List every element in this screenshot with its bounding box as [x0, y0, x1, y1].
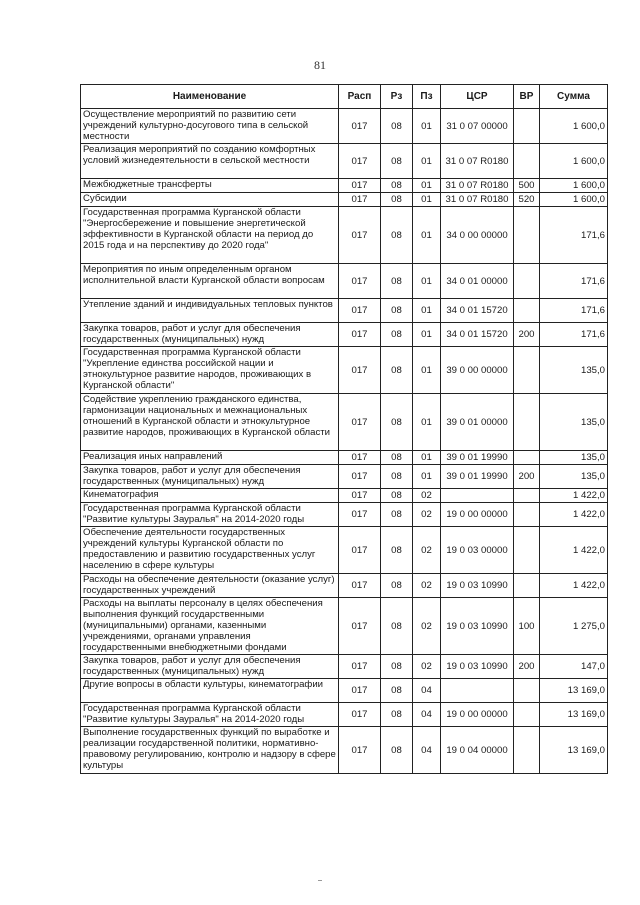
- table-row: [81, 144, 608, 179]
- header-csr: ЦСР: [441, 85, 514, 109]
- cell-rasp: 017: [339, 179, 381, 193]
- cell-rz: 08: [381, 503, 413, 527]
- cell-sum: 171,6: [540, 299, 608, 323]
- cell-rz: 08: [381, 179, 413, 193]
- cell-csr: 31 0 07 00000: [441, 109, 514, 144]
- cell-rz: 08: [381, 451, 413, 465]
- cell-csr: [441, 679, 514, 703]
- cell-csr: 19 0 03 10990: [441, 574, 514, 598]
- cell-rasp: 017: [339, 465, 381, 489]
- table-row: [81, 489, 608, 503]
- header-pz: Пз: [413, 85, 441, 109]
- cell-name: Государственная программа Курганской области "Развитие культуры Зауралья" на 2014-2020 годы: [81, 503, 339, 527]
- cell-rz: 08: [381, 144, 413, 179]
- table-row: [81, 727, 608, 774]
- cell-name: Закупка товаров, работ и услуг для обеспечения государственных (муниципальных) нужд: [81, 655, 339, 679]
- cell-pz: 01: [413, 323, 441, 347]
- table-row: [81, 179, 608, 193]
- cell-name: Расходы на обеспечение деятельности (оказание услуг) государственных учреждений: [81, 574, 339, 598]
- cell-pz: 01: [413, 394, 441, 451]
- table-body: [81, 109, 608, 774]
- cell-name: Мероприятия по иным определенным органом исполнительной власти Курганской области вопросам: [81, 264, 339, 299]
- cell-rz: 08: [381, 109, 413, 144]
- cell-vr: [514, 489, 540, 503]
- cell-csr: 34 0 01 15720: [441, 323, 514, 347]
- table-row: [81, 598, 608, 655]
- cell-pz: 01: [413, 207, 441, 264]
- cell-rz: 08: [381, 574, 413, 598]
- cell-rz: 08: [381, 598, 413, 655]
- cell-pz: 02: [413, 574, 441, 598]
- cell-rz: 08: [381, 527, 413, 574]
- cell-sum: 1 600,0: [540, 179, 608, 193]
- cell-rasp: 017: [339, 574, 381, 598]
- cell-csr: 39 0 01 19990: [441, 465, 514, 489]
- header-rz: Рз: [381, 85, 413, 109]
- cell-pz: 01: [413, 109, 441, 144]
- cell-name: Расходы на выплаты персоналу в целях обеспечения выполнения функций государственными (муниципальными) органами, казенными учреждениями, органами управления государственными внебюджетными фондами: [81, 598, 339, 655]
- cell-csr: 19 0 03 00000: [441, 527, 514, 574]
- cell-name: Осуществление мероприятий по развитию сети учреждений культурно-досугового типа в сельской местности: [81, 109, 339, 144]
- cell-rz: 08: [381, 207, 413, 264]
- cell-pz: 02: [413, 598, 441, 655]
- cell-vr: 200: [514, 465, 540, 489]
- cell-rz: 08: [381, 655, 413, 679]
- cell-name: Закупка товаров, работ и услуг для обеспечения государственных (муниципальных) нужд: [81, 323, 339, 347]
- cell-rz: 08: [381, 394, 413, 451]
- cell-sum: 13 169,0: [540, 703, 608, 727]
- table-row: [81, 527, 608, 574]
- cell-rasp: 017: [339, 451, 381, 465]
- cell-rz: 08: [381, 679, 413, 703]
- cell-vr: [514, 207, 540, 264]
- cell-rasp: 017: [339, 207, 381, 264]
- table-row: [81, 299, 608, 323]
- cell-rz: 08: [381, 703, 413, 727]
- cell-vr: [514, 299, 540, 323]
- cell-sum: 13 169,0: [540, 727, 608, 774]
- cell-sum: 171,6: [540, 207, 608, 264]
- table-row: [81, 503, 608, 527]
- cell-sum: 147,0: [540, 655, 608, 679]
- cell-vr: [514, 264, 540, 299]
- cell-rasp: 017: [339, 323, 381, 347]
- cell-rz: 08: [381, 465, 413, 489]
- cell-name: Обеспечение деятельности государственных учреждений культуры Курганской области по предоставлению и развитию государственных услуг населению в сфере культуры: [81, 527, 339, 574]
- cell-vr: 200: [514, 323, 540, 347]
- header-vr: ВР: [514, 85, 540, 109]
- table-row: [81, 574, 608, 598]
- cell-pz: 01: [413, 193, 441, 207]
- cell-sum: 13 169,0: [540, 679, 608, 703]
- cell-vr: [514, 679, 540, 703]
- cell-sum: 135,0: [540, 394, 608, 451]
- cell-sum: 171,6: [540, 323, 608, 347]
- header-sum: Сумма: [540, 85, 608, 109]
- cell-name: Утепление зданий и индивидуальных тепловых пунктов: [81, 299, 339, 323]
- cell-rasp: 017: [339, 489, 381, 503]
- cell-rasp: 017: [339, 503, 381, 527]
- cell-name: Государственная программа Курганской области "Развитие культуры Зауралья" на 2014-2020 годы: [81, 703, 339, 727]
- table-row: [81, 465, 608, 489]
- table-row: [81, 394, 608, 451]
- cell-csr: 19 0 00 00000: [441, 503, 514, 527]
- cell-name: Государственная программа Курганской области "Энергосбережение и повышение энергетической эффективности в Курганской области на период до 2015 года и на перспективу до 2020 года": [81, 207, 339, 264]
- cell-sum: 135,0: [540, 347, 608, 394]
- cell-rasp: 017: [339, 394, 381, 451]
- cell-name: Субсидии: [81, 193, 339, 207]
- cell-rz: 08: [381, 347, 413, 394]
- cell-rasp: 017: [339, 655, 381, 679]
- cell-rasp: 017: [339, 703, 381, 727]
- cell-name: Государственная программа Курганской области "Укрепление единства российской нации и этнокультурное развитие народов, проживающих в Курганской области": [81, 347, 339, 394]
- cell-sum: 1 422,0: [540, 489, 608, 503]
- budget-table: [80, 84, 608, 774]
- cell-vr: 500: [514, 179, 540, 193]
- header-name: Наименование: [81, 85, 339, 109]
- table-row: [81, 207, 608, 264]
- cell-name: Закупка товаров, работ и услуг для обеспечения государственных (муниципальных) нужд: [81, 465, 339, 489]
- cell-name: Другие вопросы в области культуры, кинематографии: [81, 679, 339, 703]
- cell-rz: 08: [381, 264, 413, 299]
- cell-vr: [514, 347, 540, 394]
- table-row: [81, 703, 608, 727]
- cell-name: Выполнение государственных функций по выработке и реализации государственной политики, нормативно-правовому регулированию, контролю и надзору в сфере культуры: [81, 727, 339, 774]
- cell-csr: 19 0 03 10990: [441, 655, 514, 679]
- cell-csr: 31 0 07 R0180: [441, 144, 514, 179]
- cell-rz: 08: [381, 489, 413, 503]
- cell-rasp: 017: [339, 527, 381, 574]
- cell-pz: 04: [413, 703, 441, 727]
- cell-rasp: 017: [339, 598, 381, 655]
- cell-vr: [514, 144, 540, 179]
- cell-sum: 171,6: [540, 264, 608, 299]
- cell-name: Кинематография: [81, 489, 339, 503]
- cell-csr: 31 0 07 R0180: [441, 179, 514, 193]
- cell-sum: 1 275,0: [540, 598, 608, 655]
- cell-pz: 02: [413, 503, 441, 527]
- cell-pz: 01: [413, 299, 441, 323]
- table-row: [81, 347, 608, 394]
- cell-pz: 01: [413, 264, 441, 299]
- cell-csr: 34 0 00 00000: [441, 207, 514, 264]
- cell-sum: 1 422,0: [540, 503, 608, 527]
- cell-pz: 02: [413, 489, 441, 503]
- cell-vr: [514, 574, 540, 598]
- cell-pz: 01: [413, 465, 441, 489]
- cell-name: Содействие укреплению гражданского единства, гармонизации национальных и межнациональных отношений в Курганской области и этнокультурное развитие народов, проживающих в Курганской области: [81, 394, 339, 451]
- cell-rz: 08: [381, 193, 413, 207]
- cell-rasp: 017: [339, 727, 381, 774]
- cell-pz: 01: [413, 347, 441, 394]
- table-row: [81, 679, 608, 703]
- page-number: 81: [314, 58, 326, 72]
- cell-vr: [514, 703, 540, 727]
- table-row: [81, 264, 608, 299]
- cell-csr: 34 0 01 15720: [441, 299, 514, 323]
- cell-csr: 31 0 07 R0180: [441, 193, 514, 207]
- cell-sum: 1 600,0: [540, 109, 608, 144]
- cell-csr: 19 0 00 00000: [441, 703, 514, 727]
- cell-name: Межбюджетные трансферты: [81, 179, 339, 193]
- cell-sum: 1 600,0: [540, 193, 608, 207]
- cell-rz: 08: [381, 323, 413, 347]
- header-rasp: Расп: [339, 85, 381, 109]
- cell-csr: 19 0 03 10990: [441, 598, 514, 655]
- cell-pz: 01: [413, 451, 441, 465]
- cell-vr: 520: [514, 193, 540, 207]
- cell-rasp: 017: [339, 679, 381, 703]
- cell-rasp: 017: [339, 347, 381, 394]
- table-row: [81, 655, 608, 679]
- cell-csr: 39 0 01 19990: [441, 451, 514, 465]
- cell-csr: [441, 489, 514, 503]
- cell-vr: [514, 727, 540, 774]
- cell-vr: [514, 109, 540, 144]
- cell-pz: 02: [413, 527, 441, 574]
- cell-rasp: 017: [339, 193, 381, 207]
- cell-rasp: 017: [339, 109, 381, 144]
- cell-pz: 04: [413, 727, 441, 774]
- cell-name: Реализация мероприятий по созданию комфортных условий жизнедеятельности в сельской местности: [81, 144, 339, 179]
- cell-sum: 135,0: [540, 465, 608, 489]
- cell-vr: [514, 527, 540, 574]
- table-row: [81, 109, 608, 144]
- cell-rz: 08: [381, 299, 413, 323]
- cell-sum: 135,0: [540, 451, 608, 465]
- cell-sum: 1 422,0: [540, 574, 608, 598]
- cell-vr: 200: [514, 655, 540, 679]
- table-row: [81, 451, 608, 465]
- cell-rasp: 017: [339, 264, 381, 299]
- cell-vr: [514, 503, 540, 527]
- cell-csr: 39 0 01 00000: [441, 394, 514, 451]
- cell-csr: 34 0 01 00000: [441, 264, 514, 299]
- cell-vr: [514, 451, 540, 465]
- table-row: [81, 323, 608, 347]
- cell-csr: 19 0 04 00000: [441, 727, 514, 774]
- cell-rz: 08: [381, 727, 413, 774]
- table-header-row: [81, 85, 608, 109]
- cell-vr: 100: [514, 598, 540, 655]
- cell-sum: 1 422,0: [540, 527, 608, 574]
- cell-sum: 1 600,0: [540, 144, 608, 179]
- table-row: [81, 193, 608, 207]
- cell-name: Реализация иных направлений: [81, 451, 339, 465]
- cell-pz: 01: [413, 179, 441, 193]
- cell-rasp: 017: [339, 144, 381, 179]
- cell-pz: 01: [413, 144, 441, 179]
- cell-csr: 39 0 00 00000: [441, 347, 514, 394]
- cell-rasp: 017: [339, 299, 381, 323]
- cell-pz: 02: [413, 655, 441, 679]
- footer-mark: [318, 880, 322, 881]
- cell-vr: [514, 394, 540, 451]
- cell-pz: 04: [413, 679, 441, 703]
